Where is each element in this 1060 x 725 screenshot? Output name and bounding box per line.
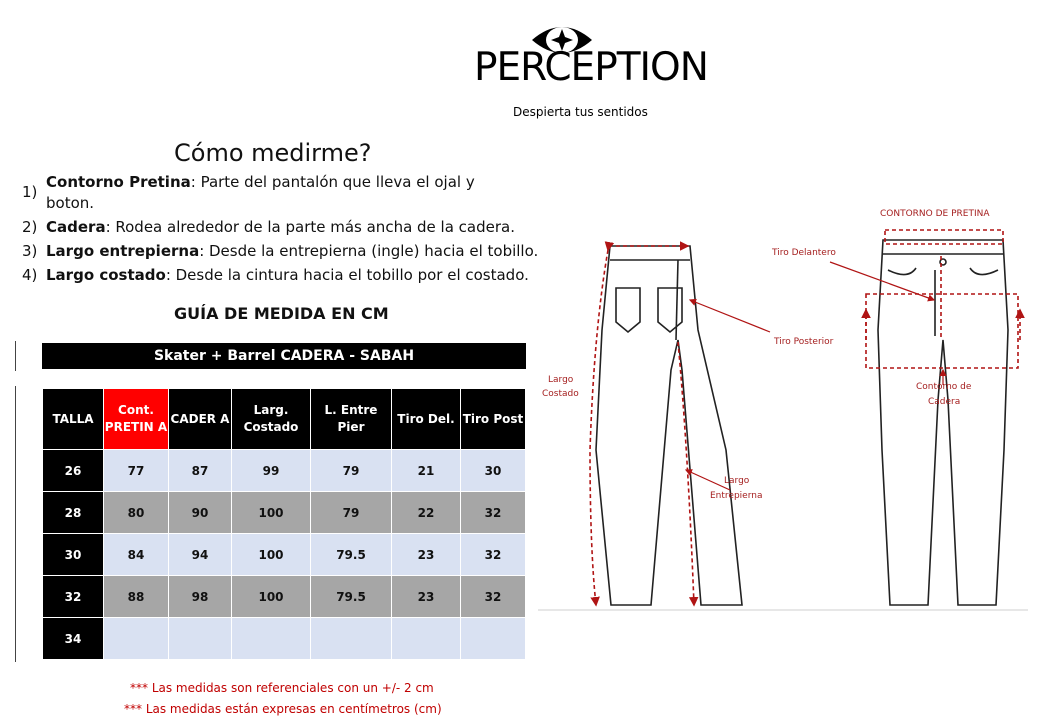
table-cell: 100 [232, 576, 311, 618]
note-reference: *** Las medidas son referenciales con un +/- 2 cm [130, 681, 434, 695]
label-tiro-delantero: Tiro Delantero [772, 248, 836, 258]
table-cell [392, 618, 461, 660]
table-cell: 23 [392, 534, 461, 576]
table-cell: 79.5 [311, 534, 392, 576]
table-cell: 79 [311, 450, 392, 492]
step-desc: : Desde la entrepierna (ingle) hacia el tobillo. [199, 242, 539, 260]
table-cell: 98 [169, 576, 232, 618]
table-cell: 90 [169, 492, 232, 534]
step-number: 4) [22, 266, 38, 284]
step-desc: : Rodea alrededor de la parte más ancha de la cadera. [105, 218, 515, 236]
table-row [43, 492, 526, 534]
cell-talla: 34 [43, 618, 104, 660]
table-cell [311, 618, 392, 660]
table-row [43, 450, 526, 492]
table-cell: 77 [104, 450, 169, 492]
table-row [43, 576, 526, 618]
table-row [43, 618, 526, 660]
table-cell: 100 [232, 492, 311, 534]
guide-title: GUÍA DE MEDIDA EN CM [174, 304, 389, 323]
table-cell: 88 [104, 576, 169, 618]
cell-talla: 28 [43, 492, 104, 534]
label-largo-entrepierna-1: Largo [724, 476, 750, 486]
table-header-row [43, 389, 526, 450]
table-cell: 99 [232, 450, 311, 492]
step-number: 2) [22, 218, 38, 236]
header-tiro-posterior: Tiro Post [461, 389, 526, 450]
table-cell: 79 [311, 492, 392, 534]
label-contorno-cadera-1: Contorno de [916, 382, 972, 392]
table-row [43, 534, 526, 576]
label-contorno-cadera-2: Cadera [928, 397, 961, 407]
header-cadera: CADER A [169, 389, 232, 450]
label-tiro-posterior: Tiro Posterior [774, 337, 834, 347]
step-desc: : Parte del pantalón que lleva el ojal y boton. [46, 173, 475, 212]
table-cell: 32 [461, 492, 526, 534]
table-cell: 79.5 [311, 576, 392, 618]
step-term: Contorno Pretina [46, 173, 191, 191]
cell-talla: 32 [43, 576, 104, 618]
note-units: *** Las medidas están expresas en centímetros (cm) [124, 702, 442, 716]
table-cell: 23 [392, 576, 461, 618]
brand-tagline: Despierta tus sentidos [513, 105, 648, 119]
table-banner: Skater + Barrel CADERA - SABAH [42, 343, 526, 369]
label-largo-costado-1: Largo [548, 375, 574, 385]
header-largo-costado: Larg. Costado [232, 389, 311, 450]
cell-talla: 30 [43, 534, 104, 576]
step-number: 3) [22, 242, 38, 260]
table-cell: 32 [461, 576, 526, 618]
label-largo-entrepierna-2: Entrepierna [710, 491, 763, 501]
table-cell: 84 [104, 534, 169, 576]
cell-talla: 26 [43, 450, 104, 492]
table-cell: 22 [392, 492, 461, 534]
table-cell: 30 [461, 450, 526, 492]
header-largo-entrepierna: L. Entre Pier [311, 389, 392, 450]
table-cell: 94 [169, 534, 232, 576]
step-term: Largo costado [46, 266, 166, 284]
table-cell: 100 [232, 534, 311, 576]
size-table [42, 388, 526, 660]
label-largo-costado-2: Costado [542, 389, 579, 399]
label-contorno-pretina: CONTORNO DE PRETINA [880, 209, 990, 219]
jeans-measurement-diagram [538, 200, 1028, 612]
table-cell: 32 [461, 534, 526, 576]
table-cell [169, 618, 232, 660]
table-cell [232, 618, 311, 660]
divider [15, 341, 16, 371]
step-term: Largo entrepierna [46, 242, 200, 260]
step-number: 1) [22, 183, 38, 201]
howto-title: Cómo medirme? [174, 139, 372, 167]
header-cont-pretina: Cont. PRETIN A [104, 389, 169, 450]
table-cell: 87 [169, 450, 232, 492]
step-desc: : Desde la cintura hacia el tobillo por el costado. [165, 266, 529, 284]
header-talla: TALLA [43, 389, 104, 450]
header-tiro-delantero: Tiro Del. [392, 389, 461, 450]
divider [15, 386, 16, 662]
table-cell [461, 618, 526, 660]
step-term: Cadera [46, 218, 106, 236]
brand-name: PERCEPTION [474, 45, 708, 90]
table-cell: 21 [392, 450, 461, 492]
table-cell [104, 618, 169, 660]
table-cell: 80 [104, 492, 169, 534]
